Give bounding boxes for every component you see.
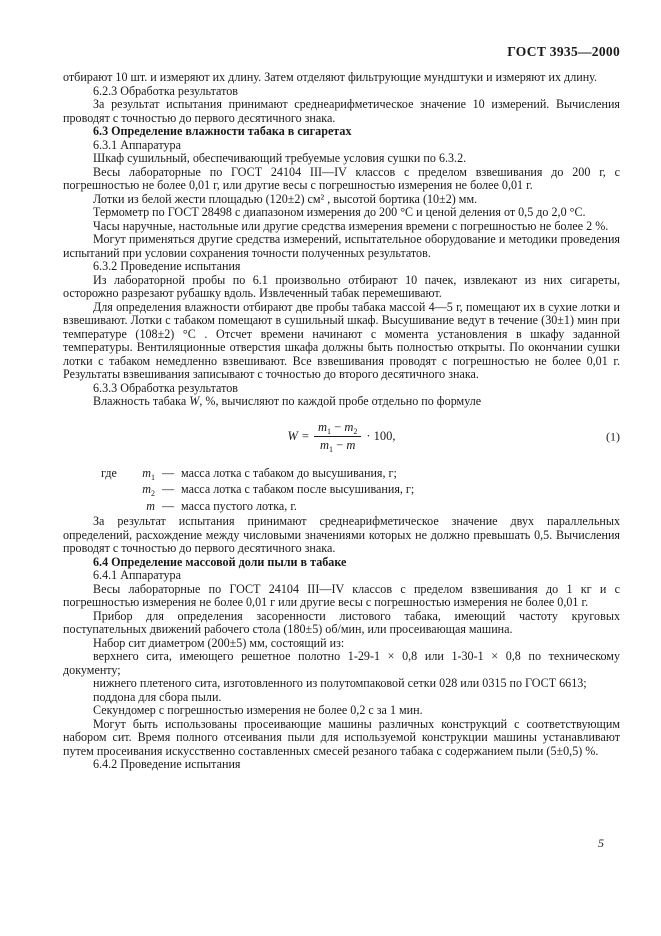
legend-line-m1 — [63, 466, 620, 482]
heading-6-3-3: 6.3.3 Обработка результатов — [93, 380, 238, 395]
intro-post-text: , %, вычисляют по каждой пробе отдельно по формуле — [199, 394, 482, 408]
continuation-paragraph: отбирают 10 шт. и измеряют их длину. Затем отделяют фильтрующие мундштуки и измеряют их длину. — [63, 70, 598, 84]
paragraph-drying-procedure: Для определения влажности отбирают две пробы табака массой 4—5 г, помещают их в сухие лотки и взвешивают. Лотки с табаком помещают в сушильный шкаф. Высушивание ведут в течение (30±1) мин при температуре (108±2) °С . Отсчет времени начинают с момента установления в шкафу заданной температуры. Вентиляционные отверстия шкафа должны быть полностью открыты. По окончании сушки лотки с табаком немедленно взвешивают. Все взвешивания проводят с погрешностью не более 0,01 г. Результаты взвешивания записывают с точностью до второго десятичного знака. — [63, 299, 620, 381]
legend-variable-m: m — [146, 498, 155, 513]
equation-1 — [63, 421, 620, 454]
standard-number-header: ГОСТ 3935—2000 — [507, 44, 620, 59]
page-number: 5 — [598, 836, 604, 850]
paragraph-thermometer: Термометр по ГОСТ 28498 с диапазоном измерения до 200 °С и ценой деления от 0,5 до 2,0 °С. — [93, 205, 586, 219]
numerator-minus: − — [334, 419, 342, 434]
paragraph-moisture-formula-intro — [63, 395, 620, 409]
paragraph-stopwatch: Секундомер с погрешностью измерения не более 0,2 с за 1 мин. — [93, 703, 423, 718]
paragraph-other-instruments: Могут применяться другие средства измерений, испытательное оборудование и методики проведения испытаний при условии сохранения точности полученных результатов. — [63, 232, 620, 260]
equation-legend — [63, 466, 620, 515]
variable-w: W — [189, 394, 200, 408]
equation-fraction — [314, 421, 361, 454]
equation-1-body — [287, 421, 395, 454]
paragraph-clock: Часы наручные, настольные или другие средства измерения времени с погрешностью не более 2 %. — [93, 218, 609, 233]
legend-prefix-empty — [101, 499, 129, 515]
denominator-m: m — [346, 438, 356, 453]
equation-number: (1) — [606, 429, 620, 444]
legend-text-m: масса пустого лотка, г. — [181, 498, 297, 513]
numerator-m2: m — [344, 419, 354, 434]
equation-lhs-variable: W — [287, 428, 298, 443]
denominator-minus: − — [336, 438, 344, 453]
heading-6-2-3: 6.2.3 Обработка результатов — [93, 83, 238, 98]
paragraph-sieve-set: Набор сит диаметром (200±5) мм, состоящий из: — [93, 635, 345, 650]
legend-variable-m2: $m_2$ — [142, 482, 155, 499]
intro-pre-text: Влажность табака — [93, 394, 190, 408]
multiplier-100: · 100, — [366, 428, 396, 443]
heading-6-3-2: 6.3.2 Проведение испытания — [93, 259, 241, 273]
paragraph-sieving-machines: Могут быть использованы просеивающие машины различных конструкций с соответствующим набором сит. Время полного отсеивания пыли для используемой конструкции машины устанавливают путем просеивания искусственно составленных смесей резаного табака с содержанием пыли (5±0,5) %. — [63, 716, 620, 758]
legend-where-label: где — [101, 466, 117, 480]
fraction-numerator — [314, 421, 361, 438]
paragraph-drying-cabinet: Шкаф сушильный, обеспечивающий требуемые условия сушки по 6.3.2. — [93, 151, 467, 165]
paragraph-scales-200g: Весы лабораторные по ГОСТ 24104 III—IV классов с пределом взвешивания до 200 г, с погрешностью не более 0,01 г, или другие весы с погрешностью измерения не более 0,01 г. — [63, 164, 620, 192]
equals-sign: = — [301, 428, 309, 443]
paragraph-sampling: Из лабораторной пробы по 6.1 произвольно отбирают 10 пачек, извлекают из них сигареты, осторожно разрезают рубашку вдоль. Извлеченный табак перемешивают. — [63, 272, 620, 300]
paragraph-scales-1kg: Весы лабораторные по ГОСТ 24104 III—IV классов с пределом взвешивания до 1 кг и с погрешностью измерения не более 0,01 г или другие весы с погрешностью измерения не более 0,01 г. — [63, 581, 620, 610]
numerator-m1: m — [317, 419, 327, 434]
legend-dash: — — [161, 466, 175, 480]
paragraph-lower-sieve: нижнего плетеного сита, изготовленного из полутомпаковой сетки 028 или 0315 по ГОСТ 6613; — [93, 676, 587, 691]
heading-6-3: 6.3 Определение влажности табака в сигаретах — [93, 124, 352, 138]
paragraph-trays: Лотки из белой жести площадью (120±2) см² , высотой бортика (10±2) мм. — [93, 191, 478, 206]
heading-6-4-2: 6.4.2 Проведение испытания — [93, 757, 241, 772]
legend-dash: — — [161, 498, 175, 513]
legend-line-m2 — [63, 482, 620, 498]
legend-dash: — — [161, 482, 175, 497]
denominator-m1: m — [319, 438, 329, 453]
denominator-m1-subscript: 1 — [329, 445, 333, 455]
paragraph-upper-sieve: верхнего сита, имеющего решетное полотно 1-29-1 × 0,8 или 1-30-1 × 0,8 по техническому документу; — [63, 649, 620, 677]
legend-text-m1: масса лотка с табаком до высушивания, г; — [181, 466, 397, 480]
numerator-m2-subscript: 2 — [353, 426, 358, 436]
numerator-m1-subscript: 1 — [327, 426, 331, 436]
paragraph-parallel-determinations: За результат испытания принимают среднеарифметическое значение двух параллельных определений, расхождение между числовыми значениями которых не должно превышать 0,5. Вычисления проводят с точностью до первого десятичного знака. — [63, 514, 620, 556]
legend-line-m — [63, 499, 620, 515]
paragraph-sieving-device: Прибор для определения засоренности листового табака, имеющий частоту круговых поступательных движений рабочего стола (180±5) об/мин, или просеивающая машина. — [63, 608, 620, 637]
paragraph-results-6-2: За результат испытания принимают среднеарифметическое значение 10 измерений. Вычисления проводят с точностью до первого десятичного знака. — [63, 97, 620, 125]
legend-prefix-empty — [101, 482, 129, 498]
legend-text-m2: масса лотка с табаком после высушивания, г; — [181, 482, 415, 497]
heading-6-3-1: 6.3.1 Аппаратура — [93, 137, 181, 152]
paragraph-dust-pan: поддона для сбора пыли. — [93, 689, 222, 704]
fraction-denominator — [314, 437, 361, 453]
heading-6-4-1: 6.4.1 Аппаратура — [93, 568, 181, 583]
heading-6-4: 6.4 Определение массовой доли пыли в табаке — [93, 554, 347, 569]
legend-variable-m1: $m_1$ — [142, 466, 155, 482]
